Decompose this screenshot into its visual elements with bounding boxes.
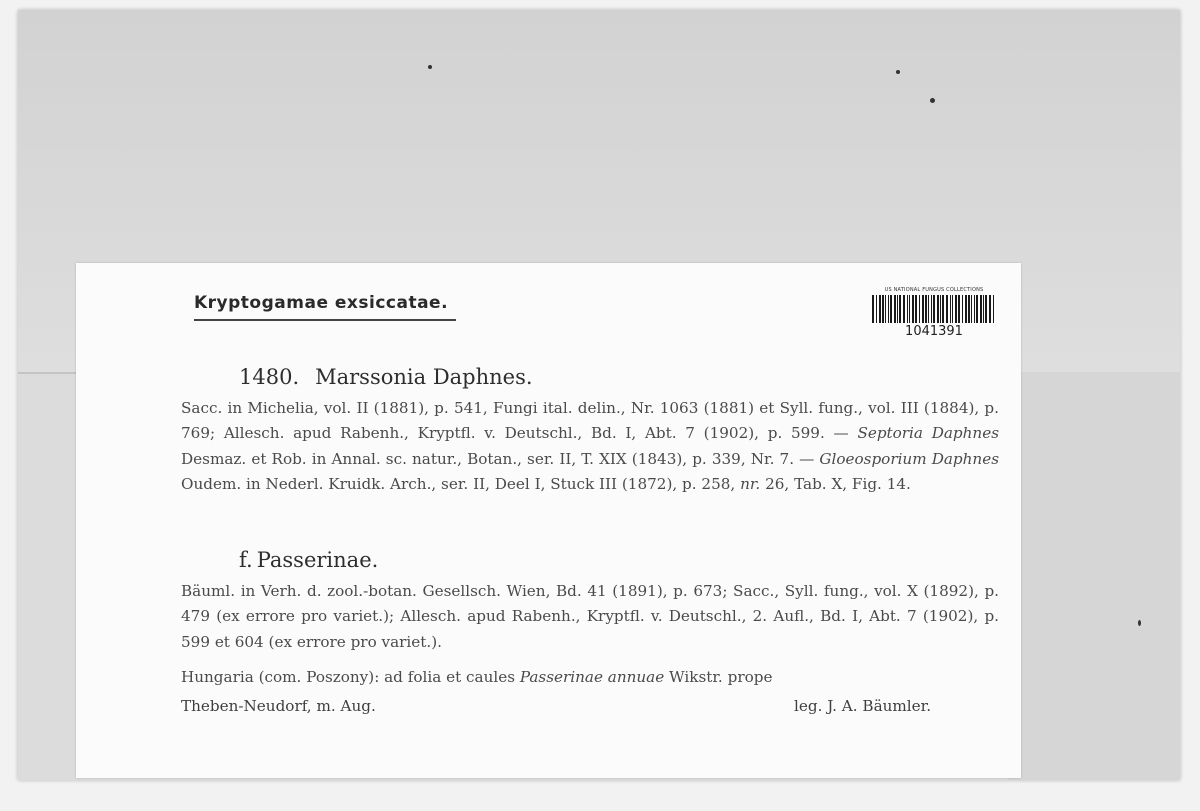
form-name: Passerinae. (256, 548, 379, 572)
speck (896, 70, 900, 74)
host-name: Passerinae annuae (519, 668, 665, 686)
references-text: 26, Tab. X, Fig. 14. (760, 474, 911, 493)
barcode-bar (907, 295, 908, 323)
barcode-bar (946, 295, 948, 323)
synonym-septoria: Septoria Daphnes (857, 424, 999, 443)
barcode-bar (897, 295, 898, 323)
references-text: Desmaz. et Rob. in Annal. sc. natur., Botan., ser. II, T. XIX (1843), p. 339, Nr. 7. — (181, 449, 820, 468)
speck (930, 98, 935, 103)
locality-text: Wikstr. prope (664, 668, 773, 686)
species-name: Marssonia Daphnes. (315, 365, 533, 389)
locality-line-1 (181, 665, 999, 690)
barcode-bar (955, 295, 957, 323)
barcode-bar (882, 295, 884, 323)
species-title (239, 365, 533, 389)
species-references (181, 396, 999, 497)
species-number: 1480. (239, 365, 300, 389)
form-references: Bäuml. in Verh. d. zool.-botan. Gesellsch. Wien, Bd. 41 (1891), p. 673; Sacc., Syll. fung., vol. X (1892), p. 479 (ex errore pro variet.); Allesch. apud Rabenh., Kryptfl. v. Deutschl., 2. Aufl., Bd. I, Abt. 7 (1902), p. 599 et 604 (ex errore pro variet.). (181, 582, 999, 651)
barcode-bar (912, 295, 914, 323)
locality-line-2: Theben-Neudorf, m. Aug. (181, 697, 376, 715)
barcode-bar (965, 295, 967, 323)
synonym-gloeosporium: Gloeosporium Daphnes (819, 449, 1000, 468)
barcode-caption: US NATIONAL FUNGUS COLLECTIONS (884, 287, 984, 293)
references-text: Sacc. in Michelia, vol. II (1881), p. 541, Fungi ital. delin., Nr. 1063 (1881) et Syll. fung., vol. III (1884), p. 769; Allesch. apud Rabenh., Kryptfl. v. Deutschl., Bd. I, Abt. 7 (1902), p. 599. — (181, 399, 999, 443)
barcode-bar (925, 295, 927, 323)
barcode-bar (876, 295, 877, 323)
barcode-bar (909, 295, 910, 323)
barcode-bar (962, 295, 963, 323)
barcode-bar (888, 295, 889, 323)
series-title: Kryptogamae exsiccatae. (194, 293, 456, 321)
barcode-bar (928, 295, 929, 323)
packet-fold (1009, 372, 1180, 780)
barcode-bar (971, 295, 972, 323)
form-title (239, 548, 378, 572)
barcode-bar (915, 295, 917, 323)
barcode-bar (976, 295, 978, 323)
barcode-bar (899, 295, 901, 323)
locality-text: Hungaria (com. Poszony): ad folia et caules (181, 668, 520, 686)
herbarium-packet (18, 10, 1180, 780)
barcode-bar (968, 295, 970, 323)
barcode-bar (950, 295, 951, 323)
barcode-bar (890, 295, 892, 323)
specimen-label (76, 263, 1021, 778)
barcode-bar (872, 295, 874, 323)
barcode-bar (919, 295, 920, 323)
barcode (871, 295, 997, 323)
barcode-bar (922, 295, 924, 323)
barcode-bar (993, 295, 994, 323)
collector: leg. J. A. Bäumler. (794, 697, 932, 715)
barcode-bar (931, 295, 932, 323)
barcode-bar (885, 295, 886, 323)
speck (428, 65, 432, 69)
barcode-bar (952, 295, 953, 323)
speck (1138, 620, 1141, 626)
references-text: Oudem. in Nederl. Kruidk. Arch., ser. II, Deel I, Stuck III (1872), p. 258, (181, 474, 741, 493)
form-prefix: f. (239, 548, 253, 572)
barcode-bar (985, 295, 987, 323)
barcode-bar (958, 295, 960, 323)
barcode-bar (989, 295, 991, 323)
barcode-bar (940, 295, 941, 323)
barcode-bar (937, 295, 939, 323)
barcode-bar (974, 295, 975, 323)
barcode-bar (933, 295, 935, 323)
barcode-bar (903, 295, 905, 323)
barcode-bar (894, 295, 896, 323)
references-nr: nr. (740, 474, 761, 493)
barcode-bar (983, 295, 984, 323)
barcode-bar (942, 295, 944, 323)
barcode-bar (980, 295, 982, 323)
barcode-bar (879, 295, 881, 323)
barcode-block (868, 287, 1000, 339)
barcode-number: 1041391 (905, 324, 963, 339)
